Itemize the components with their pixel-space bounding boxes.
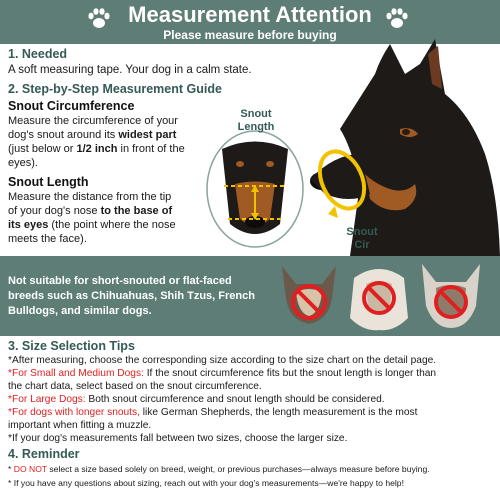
not-suitable-banner bbox=[0, 256, 500, 336]
not-suitable-text: Not suitable for short-snouted or flat-faced breeds such as Chihuahuas, Shih Tzus, French Bulldogs, and similar dogs. bbox=[8, 275, 255, 317]
size-tips-heading: 3. Size Selection Tips bbox=[8, 339, 135, 353]
tip-line: *After measuring, choose the corresponding size according to the size chart on the detail page. bbox=[8, 355, 437, 366]
section-needed-heading: 1. Needed bbox=[8, 47, 68, 61]
snout-length-label: Snout Length bbox=[237, 108, 275, 133]
snout-cir-label: Snout Cir bbox=[346, 226, 378, 251]
section-guide-heading: 2. Step-by-Step Measurement Guide bbox=[8, 82, 222, 96]
tip-line: the chart data, select based on the snout circumference. bbox=[8, 381, 262, 392]
tip-line: *If your dog's measurements fall between two sizes, choose the larger size. bbox=[8, 433, 348, 444]
snout-circumference-text: Measure the circumference of your dog's snout around its widest part (just below or 1/2 inch in front of the eyes). bbox=[8, 115, 185, 169]
snout-circumference-title: Snout Circumference bbox=[8, 99, 135, 113]
section-needed-text: A soft measuring tape. Your dog in a calm state. bbox=[8, 64, 252, 76]
page-title: Measurement Attention bbox=[128, 2, 372, 27]
tip-line: *For Small and Medium Dogs: If the snout circumference fits but the snout length is longer than bbox=[8, 368, 437, 379]
reminder-heading: 4. Reminder bbox=[8, 447, 80, 461]
tip-line: *For Large Dogs: Both snout circumference and snout length should be considered. bbox=[8, 394, 385, 405]
chihuahua-image bbox=[274, 258, 344, 332]
snout-length-text: Measure the distance from the tip of your dog's nose to the base of its eyes (the point where the nose meets the face). bbox=[8, 191, 176, 245]
tip-line: *For dogs with longer snouts, like German Shepherds, the length measurement is the most bbox=[8, 407, 418, 418]
french-bulldog-image bbox=[416, 258, 486, 332]
reminder-line: * If you have any questions about sizing, reach out with your dog's measurements—we're happy to help! bbox=[8, 478, 404, 488]
page-subtitle: Please measure before buying bbox=[163, 28, 337, 42]
tip-line: important when fitting a muzzle. bbox=[8, 420, 152, 431]
shih-tzu-image bbox=[344, 258, 414, 332]
snout-length-title: Snout Length bbox=[8, 175, 89, 189]
reminder-line: * DO NOT select a size based solely on breed, weight, or previous purchases—always measure before buying. bbox=[8, 464, 430, 474]
